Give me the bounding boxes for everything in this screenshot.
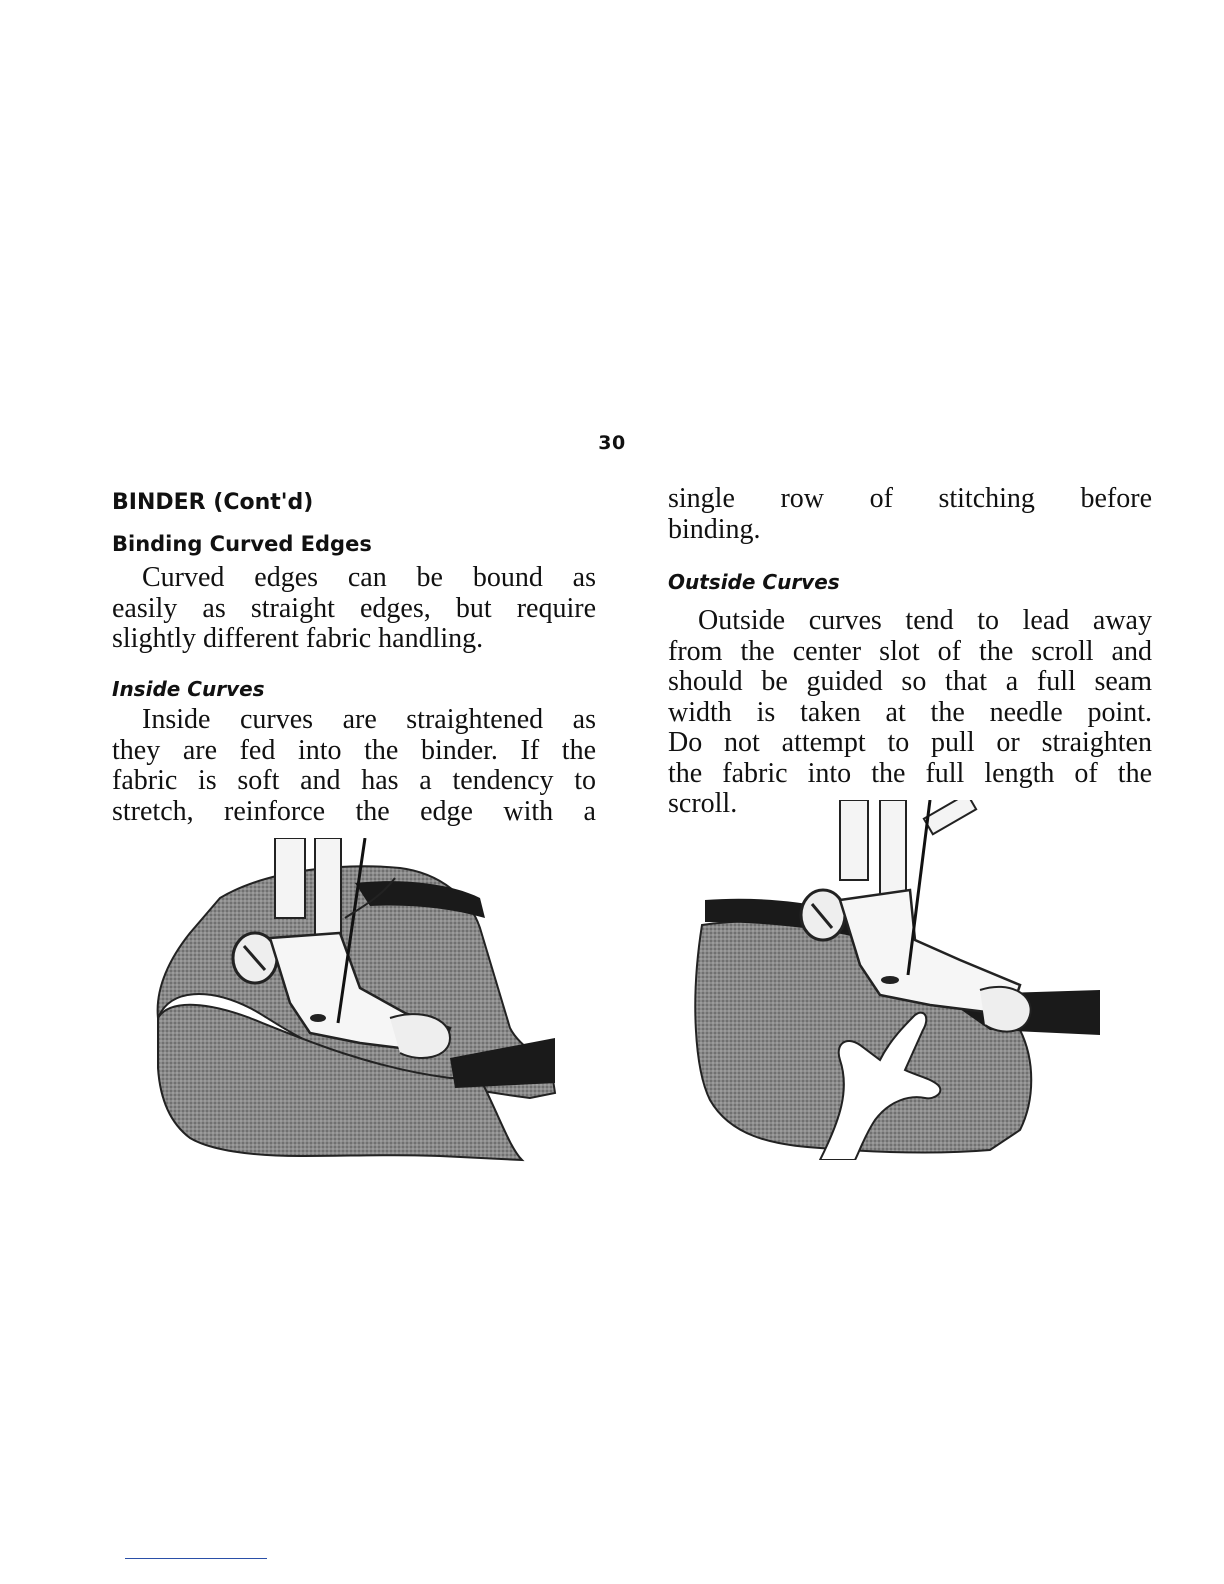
binder-scroll xyxy=(980,987,1031,1032)
needle-bar xyxy=(880,800,906,895)
sewing-binder-outside-curve-illustration xyxy=(690,800,1110,1160)
inside-curves-heading: Inside Curves xyxy=(112,677,265,701)
subheading-binding-curved-edges: Binding Curved Edges xyxy=(112,532,372,556)
outside-line: Outside curves tend to lead away xyxy=(698,605,1152,636)
continued-paragraph xyxy=(668,484,1152,545)
presser-bar xyxy=(275,838,305,918)
outside-line: should be guided so that a full seam xyxy=(668,666,1152,697)
page-number: 30 xyxy=(598,432,626,454)
inside-curves-paragraph xyxy=(112,705,596,827)
intro-line: Curved edges can be bound as xyxy=(142,562,596,593)
inside-line: fabric is soft and has a tendency to xyxy=(112,765,596,796)
continued-line: binding. xyxy=(668,513,761,545)
outside-line: the fabric into the full length of the xyxy=(668,757,1152,789)
outside-curves-paragraph xyxy=(668,606,1152,820)
intro-line: easily as straight edges, but require xyxy=(112,592,596,624)
outside-line: from the center slot of the scroll and xyxy=(668,635,1152,667)
sewing-binder-inside-curve-illustration xyxy=(150,838,560,1163)
section-heading xyxy=(112,490,313,515)
intro-paragraph xyxy=(112,563,596,655)
inside-line: stretch, reinforce the edge with a xyxy=(112,795,596,827)
section-heading-suffix: (Cont'd) xyxy=(213,490,314,515)
section-heading-title: BINDER xyxy=(112,490,206,515)
inside-line: they are fed into the binder. If the xyxy=(112,734,596,766)
outside-line: Do not attempt to pull or straighten xyxy=(668,727,1152,758)
outside-curves-heading: Outside Curves xyxy=(668,570,840,594)
footer-rule xyxy=(125,1558,267,1559)
continued-line: single row of stitching before xyxy=(668,483,1152,514)
outside-line: width is taken at the needle point. xyxy=(668,696,1152,728)
outside-line: scroll. xyxy=(668,788,738,819)
intro-line: slightly different fabric handling. xyxy=(112,623,484,654)
needle-bar xyxy=(315,838,341,948)
inside-line: Inside curves are straightened as xyxy=(142,704,596,735)
presser-bar xyxy=(840,800,868,880)
